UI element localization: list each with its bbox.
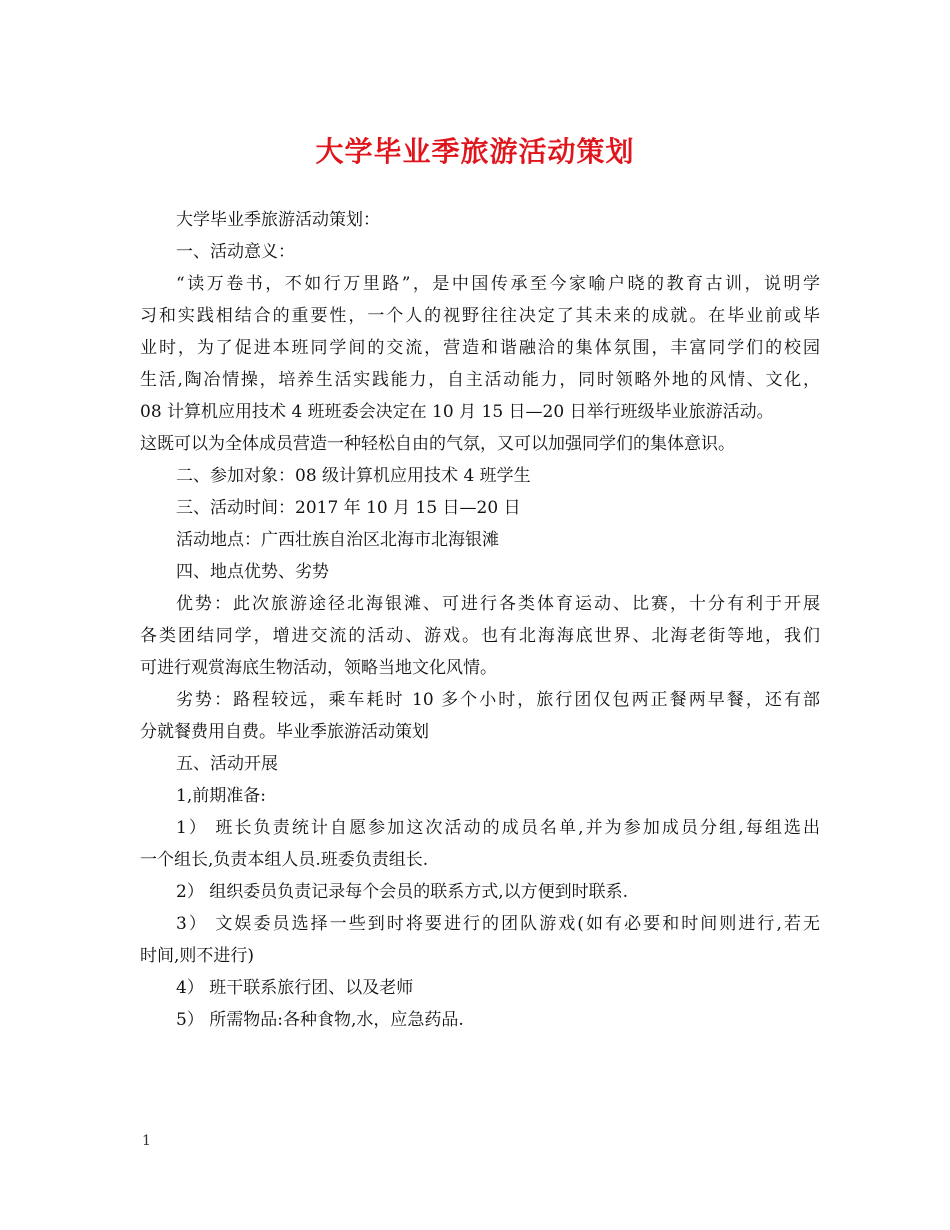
paragraph-line: 习和实践相结合的重要性，一个人的视野往往决定了其未来的成就。在毕业前或毕 [140,306,820,326]
paragraph-line: 08 计算机应用技术 4 班班委会决定在 10 月 15 日—20 日举行班级毕业旅游活动。 [140,402,774,422]
paragraph-line: 优势：此次旅游途径北海银滩、可进行各类体育运动、比赛，十分有利于开展 [176,594,820,614]
paragraph-line: 业时，为了促进本班同学间的交流，营造和谐融洽的集体氛围，丰富同学们的校园 [140,338,820,358]
section-heading-5: 五、活动开展 [176,754,278,774]
document-title: 大学毕业季旅游活动策划 [315,135,635,168]
page-number: 1 [142,1133,151,1149]
paragraph-line: 可进行观赏海底生物活动，领略当地文化风情。 [140,658,497,678]
location-line: 活动地点：广西壮族自治区北海市北海银滩 [176,530,499,550]
document-body [140,204,820,1036]
intro-line: 大学毕业季旅游活动策划： [176,210,380,230]
list-item-line: 一个组长,负责本组人员.班委负责组长. [140,850,429,870]
paragraph-line: 各类团结同学，增进交流的活动、游戏。也有北海海底世界、北海老街等地，我们 [140,626,820,646]
list-item-line: 5） 所需物品:各种食物,水，应急药品. [176,1010,464,1030]
paragraph-line: “读万卷书，不如行万里路”，是中国传承至今家喻户晓的教育古训，说明学 [176,274,820,294]
section-heading-3: 三、活动时间：2017 年 10 月 15 日—20 日 [176,498,521,518]
list-item-line: 时间,则不进行) [140,946,255,966]
list-item-line: 2） 组织委员负责记录每个会员的联系方式,以方便到时联系. [176,882,629,902]
section-heading-4: 四、地点优势、劣势 [176,562,329,582]
section-heading-1: 一、活动意义： [176,242,295,262]
paragraph-line: 生活,陶冶情操，培养生活实践能力，自主活动能力，同时领略外地的风情、文化， [140,370,820,390]
list-item-line: 3） 文娱委员选择一些到时将要进行的团队游戏(如有必要和时间则进行,若无 [176,914,820,934]
subsection-heading: 1,前期准备: [176,786,266,806]
paragraph-line: 分就餐费用自费。毕业季旅游活动策划 [140,722,429,742]
section-heading-2: 二、参加对象：08 级计算机应用技术 4 班学生 [176,466,531,486]
paragraph-line: 这既可以为全体成员营造一种轻松自由的气氛，又可以加强同学们的集体意识。 [140,434,735,454]
list-item-line: 1） 班长负责统计自愿参加这次活动的成员名单,并为参加成员分组,每组选出 [176,818,820,838]
list-item-line: 4） 班干联系旅行团、以及老师 [176,978,414,998]
paragraph-line: 劣势：路程较远，乘车耗时 10 多个小时，旅行团仅包两正餐两早餐，还有部 [176,690,820,710]
